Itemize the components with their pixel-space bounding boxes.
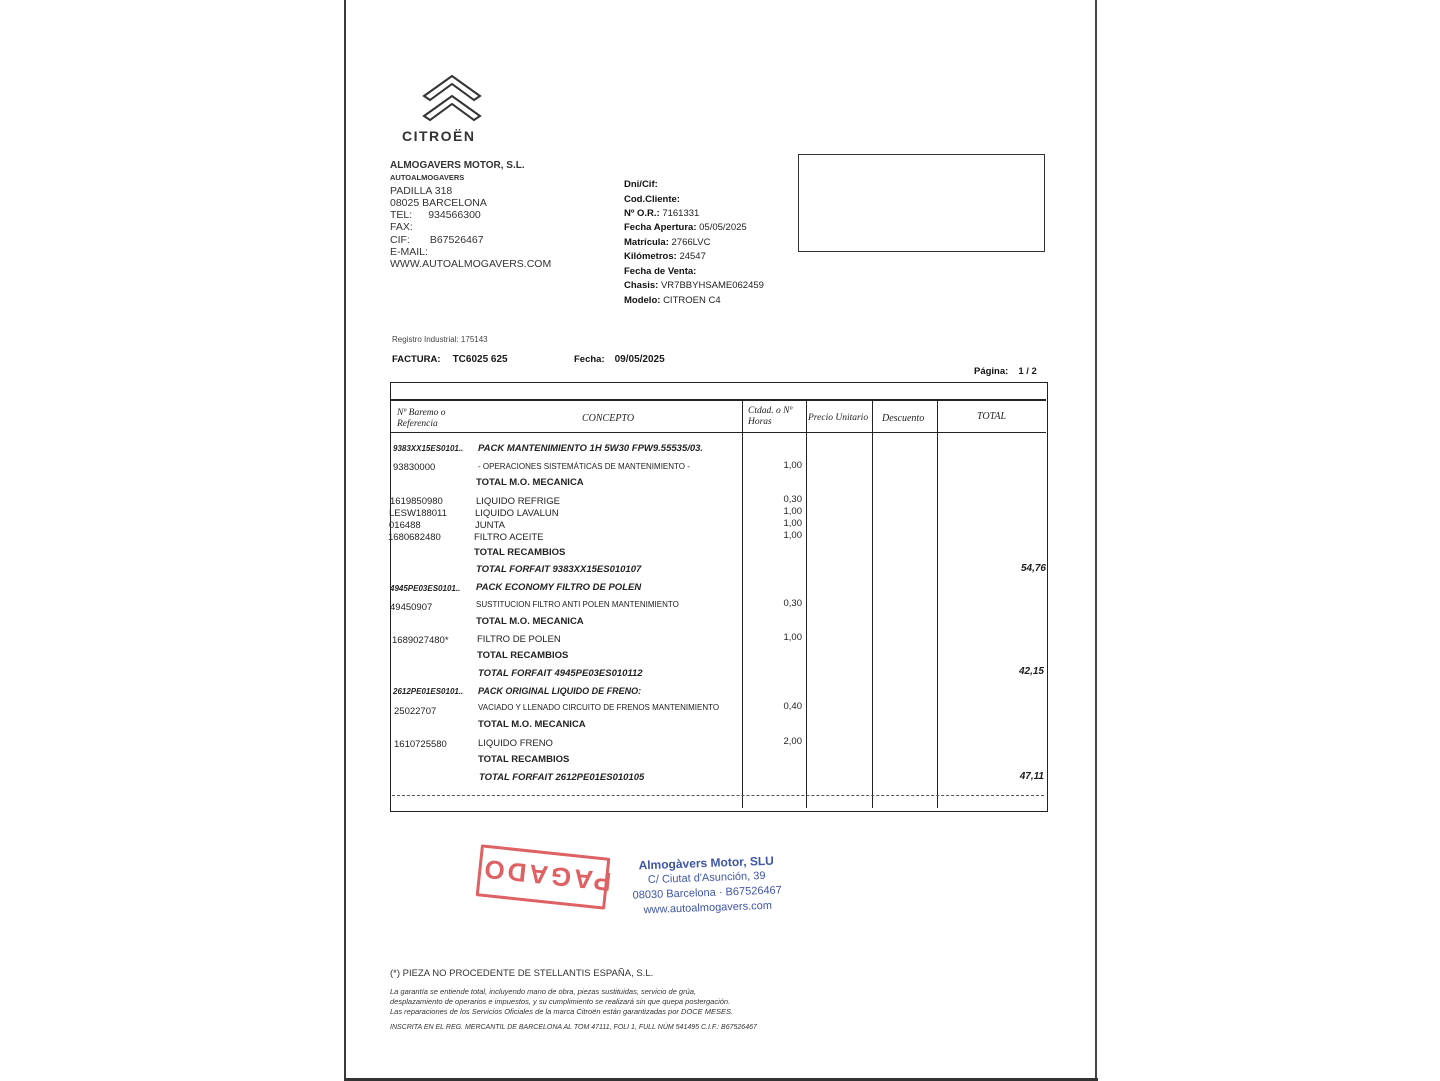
header-ref: Nº Baremo o Referencia xyxy=(397,408,446,429)
row-concepto: TOTAL RECAMBIOS xyxy=(477,650,569,661)
col-divider-total xyxy=(937,400,938,808)
header-total: TOTAL xyxy=(977,411,1007,422)
citroen-chevrons-logo xyxy=(420,70,484,126)
row-concepto: SUSTITUCION FILTRO ANTI POLEN MANTENIMIENTO xyxy=(476,600,679,609)
registro-industrial: Registro Industrial: 175143 xyxy=(392,335,488,344)
row-qty: 1,00 xyxy=(783,530,802,541)
km-row: Kilómetros: 24547 xyxy=(624,251,706,262)
row-qty: 0,30 xyxy=(783,494,802,505)
row-ref: 9383XX15ES0101.. xyxy=(393,444,464,453)
row-ref: 1689027480* xyxy=(392,635,449,646)
row-qty: 1,00 xyxy=(783,506,802,517)
cif-value: B67526467 xyxy=(429,233,484,246)
row-ref: 2612PE01ES0101.. xyxy=(393,687,464,696)
dealer-web: www.autoalmogavers.com xyxy=(643,899,773,917)
row-concepto: LIQUIDO FRENO xyxy=(478,738,553,749)
or-row: Nº O.R.: 7161331 xyxy=(624,208,700,219)
row-ref: 1610725580 xyxy=(394,739,447,750)
row-concepto: FILTRO ACEITE xyxy=(474,532,544,543)
fax-label: FAX: xyxy=(390,221,413,234)
company-name: ALMOGAVERS MOTOR, S.L. xyxy=(390,160,525,171)
row-qty: 1,00 xyxy=(783,518,802,529)
cliente-row: Cod.Cliente: xyxy=(624,194,680,205)
col-divider-price xyxy=(806,400,807,808)
row-concepto: TOTAL M.O. MECANICA xyxy=(478,719,586,730)
row-ref: 016488 xyxy=(389,520,421,531)
registry-text: INSCRITA EN EL REG. MERCANTIL DE BARCELONA AL TOM 47111, FOLI 1, FULL NÚM 541495 C.I.F.: B67526467 xyxy=(390,1024,757,1031)
row-qty: 1,00 xyxy=(783,632,802,643)
brand-wordmark: CITROËN xyxy=(402,128,476,144)
row-concepto: PACK ORIGINAL LIQUIDO DE FRENO: xyxy=(478,686,642,696)
row-concepto: LIQUIDO REFRIGE xyxy=(476,496,560,507)
email-label: E-MAIL: xyxy=(390,246,428,259)
tel-label: TEL: xyxy=(390,209,413,222)
row-concepto: PACK MANTENIMIENTO 1H 5W30 FPW9.55535/03. xyxy=(478,443,704,454)
header-descuento: Descuento xyxy=(882,413,925,424)
row-ref: 1619850980 xyxy=(390,496,443,507)
customer-address-box xyxy=(798,154,1045,252)
row-qty: 2,00 xyxy=(783,736,802,747)
dealer-stamp xyxy=(621,853,793,919)
row-concepto: TOTAL M.O. MECANICA xyxy=(476,616,584,627)
row-ref: 1680682480 xyxy=(388,532,441,543)
apertura-row: Fecha Apertura: 05/05/2025 xyxy=(624,222,747,233)
company-city: 08025 BARCELONA xyxy=(390,196,487,209)
row-ref: 93830000 xyxy=(393,462,436,473)
row-ref: 25022707 xyxy=(394,706,437,717)
table-header-bottom-rule xyxy=(390,432,1046,433)
row-ref: 4945PE03ES0101.. xyxy=(390,584,461,593)
modelo-row: Modelo: CITROEN C4 xyxy=(624,295,721,306)
row-concepto: JUNTA xyxy=(475,520,505,531)
row-concepto: TOTAL RECAMBIOS xyxy=(478,754,570,765)
guarantee-text: La garantía se entiende total, incluyendo mano de obra, piezas sustituidas, servicio de grúa, desplazamiento de operarios e impuestos, y su cumplimiento se realizará sin que quepa postergación. Las reparaciones de los Servicios Oficiales de la marca Citroën están garantizadas por DOCE MESES. xyxy=(390,987,734,1016)
company-web: WWW.AUTOALMOGAVERS.COM xyxy=(390,258,552,271)
chasis-row: Chasis: VR7BBYHSAME062459 xyxy=(624,280,764,291)
header-concepto: CONCEPTO xyxy=(582,413,635,424)
row-total: 42,15 xyxy=(1018,666,1044,677)
company-block xyxy=(390,160,551,271)
row-qty: 1,00 xyxy=(783,460,802,471)
row-concepto: TOTAL FORFAIT 4945PE03ES010112 xyxy=(478,668,643,679)
row-concepto: FILTRO DE POLEN xyxy=(477,634,561,645)
row-concepto: LIQUIDO LAVALUN xyxy=(475,508,559,519)
dealer-street: C/ Ciutat d'Asunción, 39 xyxy=(647,869,766,887)
pagado-stamp: PAGADO xyxy=(476,844,611,909)
row-concepto: TOTAL M.O. MECANICA xyxy=(476,477,584,488)
company-address: PADILLA 318 xyxy=(390,184,453,197)
table-header-top-rule xyxy=(390,399,1046,401)
row-concepto: - OPERACIONES SISTEMÁTICAS DE MANTENIMIENTO - xyxy=(478,462,690,471)
cif-label: CIF: xyxy=(390,233,410,246)
venta-row: Fecha de Venta: xyxy=(624,266,697,277)
header-cantidad: Ctdad. o Nº Horas xyxy=(748,406,793,427)
table-end-dashes xyxy=(392,795,1044,796)
header-precio: Precio Unitario xyxy=(808,413,869,423)
row-ref: 49450907 xyxy=(390,602,433,613)
pagina-row: Página: 1 / 2 xyxy=(974,366,1037,377)
row-ref: LESW188011 xyxy=(389,508,447,519)
dealer-city: 08030 Barcelona · B67526467 xyxy=(632,884,783,902)
footer-note: (*) PIEZA NO PROCEDENTE DE STELLANTIS ESPAÑA, S.L. xyxy=(390,968,654,979)
row-concepto: VACIADO Y LLENADO CIRCUITO DE FRENOS MANTENIMIENTO xyxy=(478,703,720,712)
row-qty: 0,40 xyxy=(783,701,802,712)
row-concepto: PACK ECONOMY FILTRO DE POLEN xyxy=(476,582,642,593)
fecha-row: Fecha: 09/05/2025 xyxy=(574,354,665,365)
row-qty: 0,30 xyxy=(783,598,802,609)
row-total: 47,11 xyxy=(1019,771,1044,782)
scan-edge-right xyxy=(1095,0,1097,1078)
dni-row: Dni/Cif: xyxy=(624,179,658,190)
row-concepto: TOTAL FORFAIT 9383XX15ES010107 xyxy=(476,564,642,575)
company-subname: AUTOALMOGAVERS xyxy=(390,173,465,183)
row-total: 54,76 xyxy=(1020,563,1046,574)
col-divider-qty xyxy=(742,400,743,808)
dealer-name: Almogàvers Motor, SLU xyxy=(638,853,775,873)
row-concepto: TOTAL RECAMBIOS xyxy=(474,547,566,558)
factura-row: FACTURA: TC6025 625 xyxy=(392,354,508,365)
matricula-row: Matrícula: 2766LVC xyxy=(624,237,711,248)
tel-value: 934566300 xyxy=(428,209,481,222)
row-concepto: TOTAL FORFAIT 2612PE01ES010105 xyxy=(479,772,645,783)
col-divider-discount xyxy=(872,400,873,808)
